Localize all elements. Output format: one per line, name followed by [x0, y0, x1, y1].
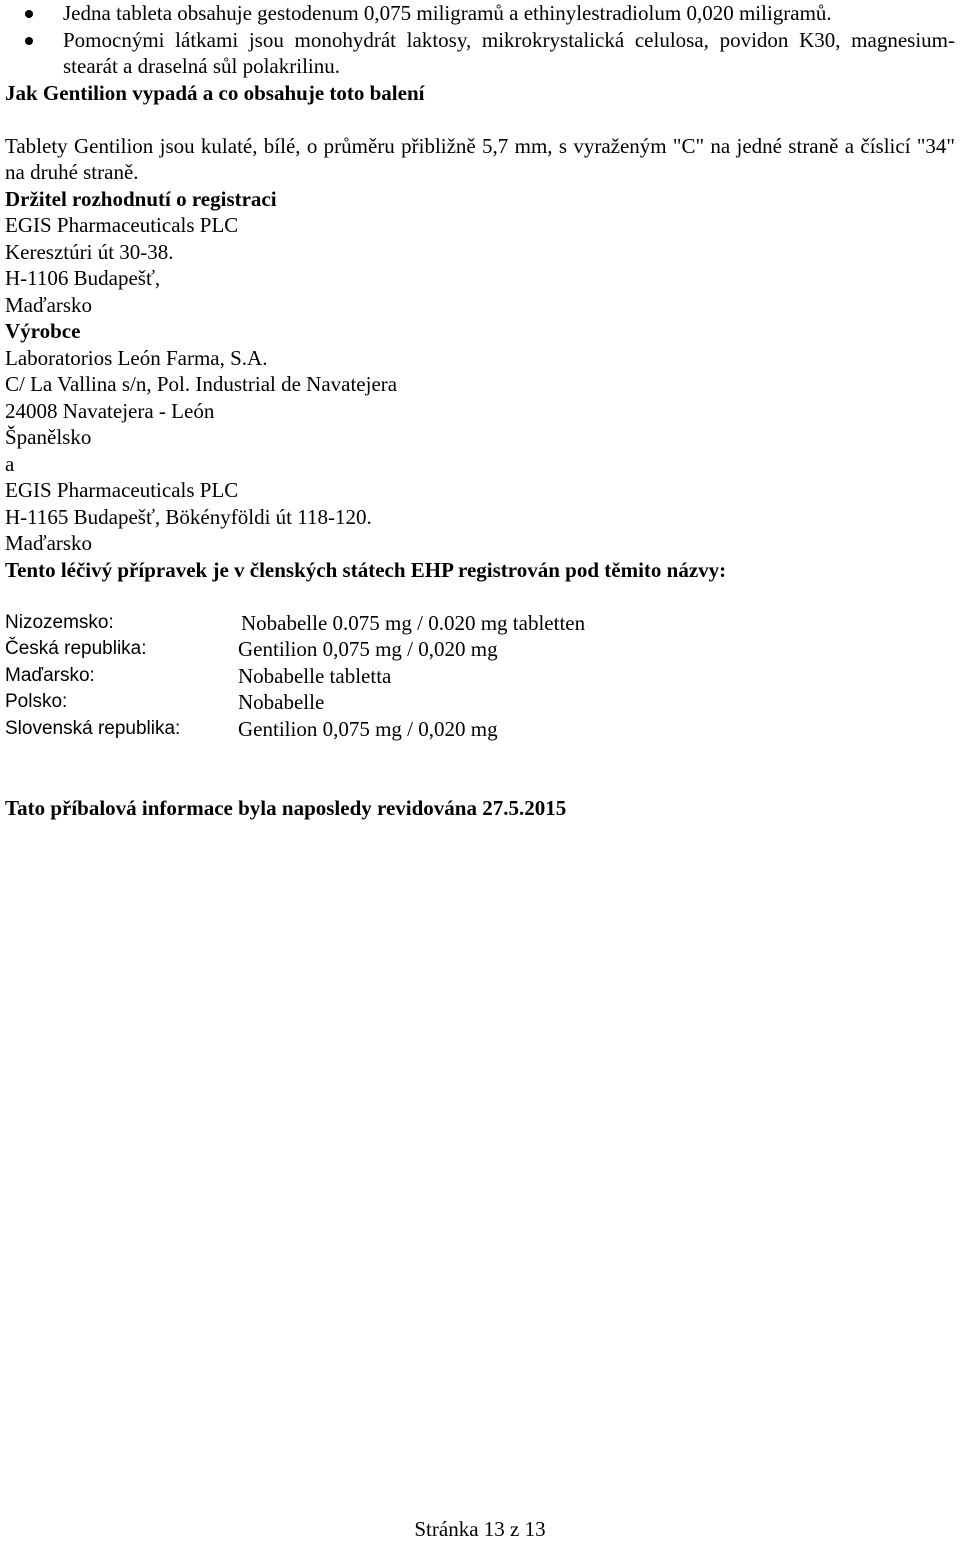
holder-line: EGIS Pharmaceuticals PLC — [5, 213, 239, 237]
registration-section — [5, 557, 955, 743]
page-number-footer: Stránka 13 z 13 — [414, 1517, 546, 1541]
manufacturer-line: EGIS Pharmaceuticals PLC — [5, 478, 239, 502]
appearance-heading: Jak Gentilion vypadá a co obsahuje toto balení — [5, 80, 425, 105]
document-page — [5, 0, 955, 822]
list-item-text: Pomocnými látkami jsou monohydrát laktosy, mikrokrystalická celulosa, povidon K30, magnesium-stearát a draselná sůl polakrilinu. — [63, 27, 955, 78]
list-item — [5, 27, 955, 80]
manufacturer-line: 24008 Navatejera - León — [5, 398, 215, 423]
manufacturer-line: a — [5, 451, 15, 476]
manufacturer-line: H-1165 Budapešť, Bökényföldi út 118-120. — [5, 504, 372, 529]
manufacturer-line: Španělsko — [5, 425, 92, 449]
holder-line: Maďarsko — [5, 292, 93, 317]
appearance-section — [5, 80, 955, 186]
bullet-icon — [25, 10, 33, 18]
composition-list — [5, 0, 955, 80]
registration-product-name: Gentilion 0,075 mg / 0,020 mg — [238, 716, 498, 741]
manufacturer-line: Laboratorios León Farma, S.A. — [5, 345, 268, 370]
registration-country: Česká republika: — [5, 638, 147, 659]
revision-date: Tato příbalová informace byla naposledy revidována 27.5.2015 — [5, 796, 567, 820]
registration-product-name: Nobabelle tabletta — [238, 663, 392, 688]
registration-country: Polsko: — [5, 691, 68, 712]
registration-row — [5, 716, 955, 743]
appearance-text: Tablety Gentilion jsou kulaté, bílé, o průměru přibližně 5,7 mm, s vyraženým "C" na jedné straně a číslicí "34" na druhé straně. — [5, 133, 955, 184]
registration-heading: Tento léčivý přípravek je v členských státech EHP registrován pod těmito názvy: — [5, 557, 727, 582]
registration-table — [5, 610, 955, 743]
registration-product-name: Gentilion 0,075 mg / 0,020 mg — [238, 637, 498, 661]
registration-country: Nizozemsko: — [5, 611, 114, 633]
registration-country: Maďarsko: — [5, 664, 95, 686]
manufacturer-heading: Výrobce — [5, 319, 81, 343]
holder-section — [5, 186, 955, 319]
registration-row — [5, 610, 955, 637]
manufacturer-section — [5, 318, 955, 557]
list-item-text: Jedna tableta obsahuje gestodenum 0,075 miligramů a ethinylestradiolum 0,020 miligramů. — [63, 1, 832, 25]
registration-row — [5, 663, 955, 690]
registration-country: Slovenská republika: — [5, 717, 181, 739]
holder-heading: Držitel rozhodnutí o registraci — [5, 186, 277, 211]
registration-product-name: Nobabelle 0.075 mg / 0.020 mg tabletten — [241, 610, 586, 635]
bullet-icon — [25, 37, 33, 45]
holder-line: H-1106 Budapešť, — [5, 266, 161, 290]
registration-row — [5, 636, 955, 663]
holder-line: Keresztúri út 30-38. — [5, 239, 174, 264]
registration-product-name: Nobabelle — [238, 690, 325, 714]
registration-row — [5, 689, 955, 716]
manufacturer-line: Maďarsko — [5, 531, 93, 555]
manufacturer-line: C/ La Vallina s/n, Pol. Industrial de Navatejera — [5, 372, 398, 396]
list-item — [5, 0, 955, 27]
